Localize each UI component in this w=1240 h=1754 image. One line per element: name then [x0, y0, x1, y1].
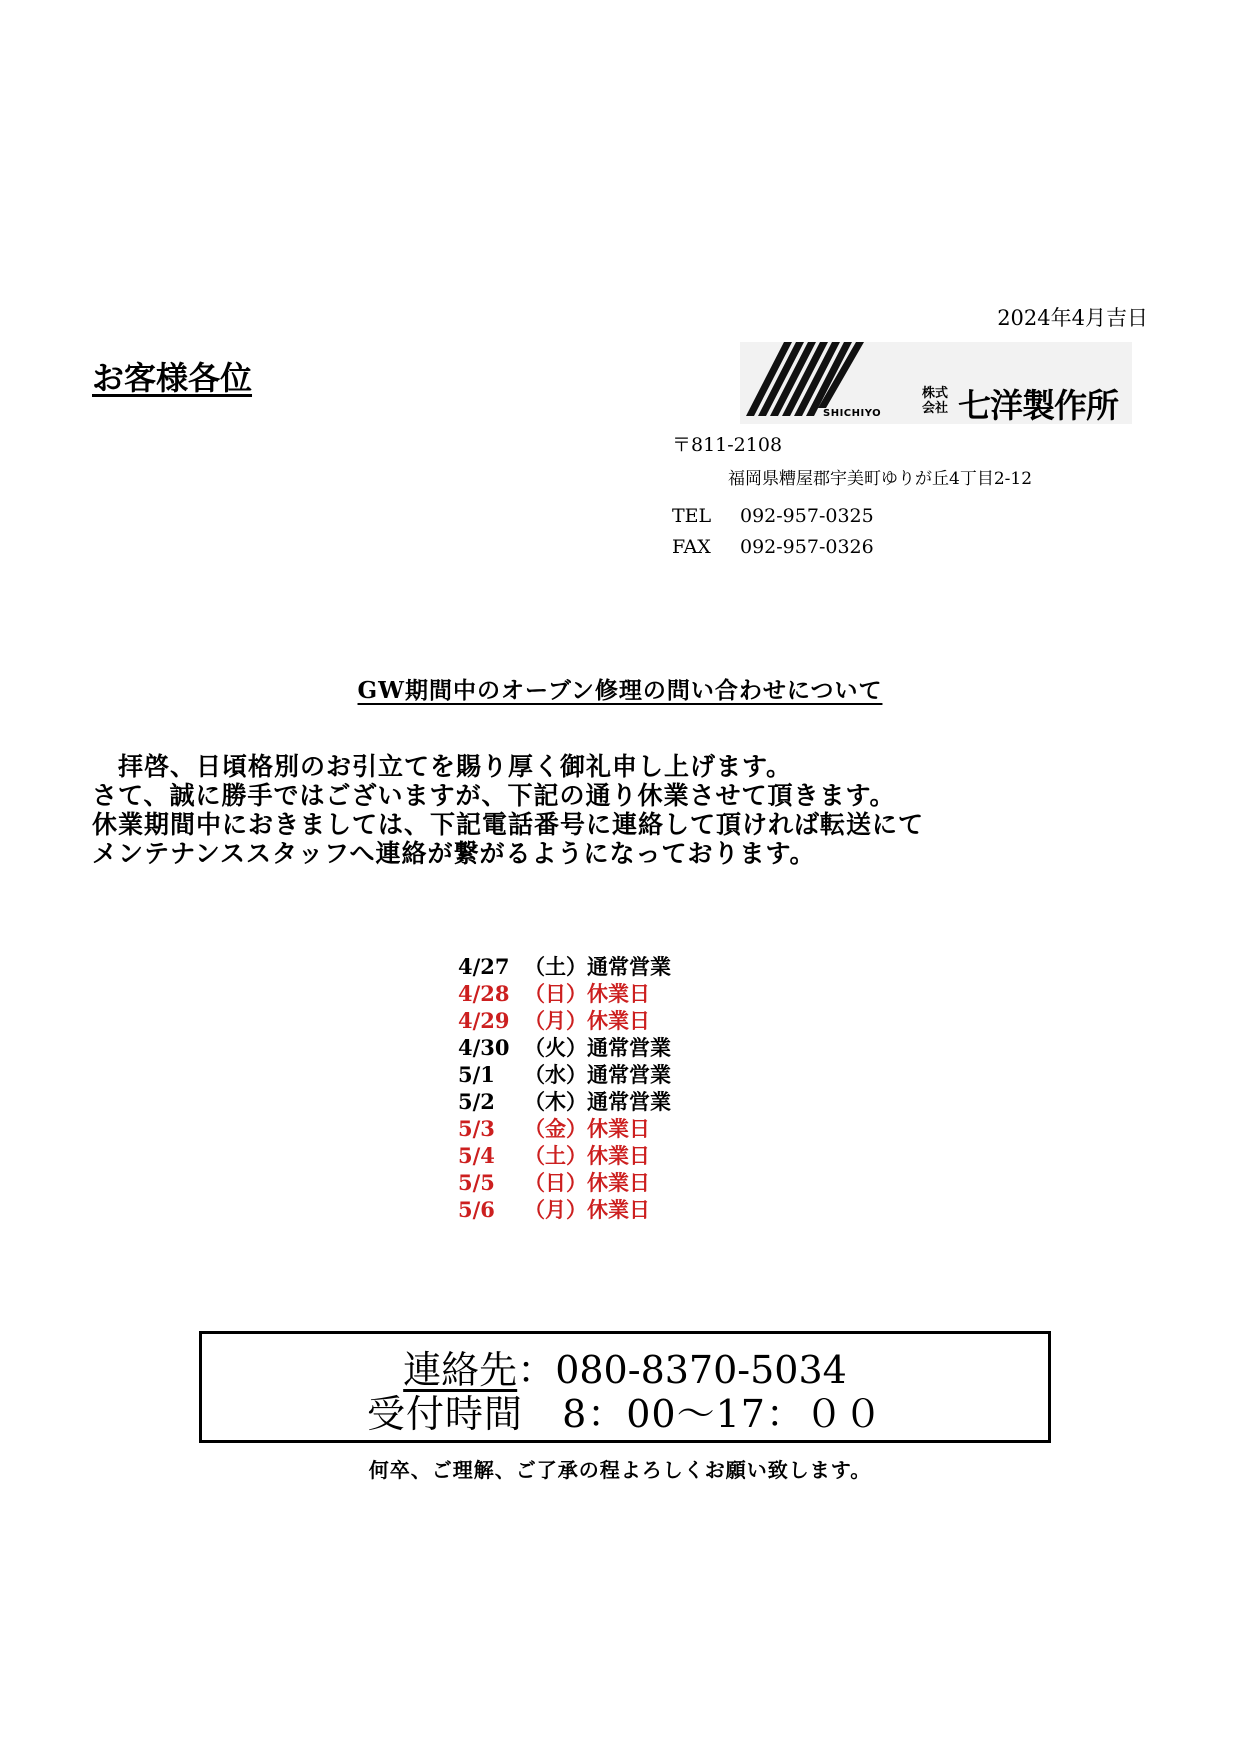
- schedule-day: （月）: [524, 1008, 587, 1033]
- schedule-row: [458, 1196, 671, 1223]
- schedule-status: 通常営業: [587, 1089, 671, 1114]
- schedule-day: （日）: [524, 981, 587, 1006]
- logo-latin-text: SHICHIYO: [823, 408, 882, 419]
- schedule-status: 通常営業: [587, 1062, 671, 1087]
- schedule-date: 4/28: [458, 981, 510, 1006]
- body-paragraph: さて、誠に勝手ではございますが、下記の通り休業させて頂きます。: [92, 781, 896, 810]
- logo-company-name: 七洋製作所: [958, 386, 1118, 425]
- body-paragraph: メンテナンススタッフへ連絡が繋がるようになっております。: [92, 839, 816, 868]
- schedule-status: 通常営業: [587, 1035, 671, 1060]
- schedule-row: [458, 980, 671, 1007]
- holiday-schedule: [458, 953, 671, 1223]
- hours-label: 受付時間: [367, 1392, 524, 1436]
- schedule-date: 5/5: [458, 1170, 495, 1195]
- schedule-date: 4/30: [458, 1035, 510, 1060]
- subject-text: GW期間中のオーブン修理の問い合わせについて: [357, 677, 883, 704]
- contact-label: 連絡先: [403, 1348, 518, 1392]
- contact-line: [202, 1348, 1048, 1392]
- schedule-row: [458, 953, 671, 980]
- contact-box: [199, 1331, 1051, 1443]
- fax-line: [672, 536, 874, 558]
- schedule-status: 休業日: [587, 1143, 650, 1168]
- contact-phone: 080-8370-5034: [555, 1348, 847, 1392]
- document-date: 2024年4月吉日: [997, 306, 1148, 330]
- schedule-day: （水）: [524, 1062, 587, 1087]
- subject-line: [0, 672, 1240, 705]
- recipient-heading: お客様各位: [92, 359, 253, 397]
- schedule-row: [458, 1061, 671, 1088]
- schedule-day: （木）: [524, 1089, 587, 1114]
- logo-corporate-type: [922, 386, 948, 416]
- schedule-status: 休業日: [587, 1008, 650, 1033]
- sender-address: 福岡県糟屋郡宇美町ゆりが丘4丁目2-12: [728, 469, 1033, 489]
- schedule-row: [458, 1115, 671, 1142]
- body-paragraph: 拝啓、日頃格別のお引立てを賜り厚く御礼申し上げます。: [92, 752, 793, 781]
- schedule-row: [458, 1169, 671, 1196]
- schedule-day: （日）: [524, 1170, 587, 1195]
- company-logo: [740, 342, 1132, 424]
- fax-number: 092-957-0326: [740, 536, 874, 558]
- schedule-date: 4/27: [458, 954, 510, 979]
- schedule-date: 5/4: [458, 1143, 495, 1168]
- closing-remark: 何卒、ご理解、ご了承の程よろしくお願い致します。: [368, 1458, 872, 1482]
- schedule-day: （土）: [524, 1143, 587, 1168]
- logo-kabushiki: 株式: [922, 386, 949, 401]
- schedule-status: 休業日: [587, 981, 650, 1006]
- fax-label: FAX: [672, 536, 711, 558]
- schedule-status: 休業日: [587, 1116, 650, 1141]
- tel-number: 092-957-0325: [740, 505, 874, 527]
- schedule-day: （金）: [524, 1116, 587, 1141]
- postal-code: 〒811-2108: [672, 434, 783, 456]
- hours-line: [202, 1392, 1048, 1436]
- schedule-date: 4/29: [458, 1008, 510, 1033]
- schedule-row: [458, 1088, 671, 1115]
- tel-label: TEL: [672, 505, 712, 527]
- contact-separator: ：: [517, 1348, 556, 1392]
- tel-line: [672, 505, 874, 527]
- schedule-date: 5/3: [458, 1116, 495, 1141]
- schedule-row: [458, 1142, 671, 1169]
- logo-kaisha: 会社: [922, 401, 949, 416]
- body-text: [92, 752, 924, 868]
- schedule-day: （月）: [524, 1197, 587, 1222]
- hours-value: 8：00～17：００: [562, 1392, 883, 1436]
- body-paragraph: 休業期間中におきましては、下記電話番号に連絡して頂ければ転送にて: [92, 810, 925, 839]
- schedule-date: 5/1: [458, 1062, 495, 1087]
- schedule-row: [458, 1034, 671, 1061]
- schedule-day: （土）: [524, 954, 587, 979]
- schedule-status: 休業日: [587, 1170, 650, 1195]
- schedule-day: （火）: [524, 1035, 587, 1060]
- schedule-status: 休業日: [587, 1197, 650, 1222]
- schedule-row: [458, 1007, 671, 1034]
- schedule-date: 5/2: [458, 1089, 495, 1114]
- schedule-status: 通常営業: [587, 954, 671, 979]
- schedule-date: 5/6: [458, 1197, 495, 1222]
